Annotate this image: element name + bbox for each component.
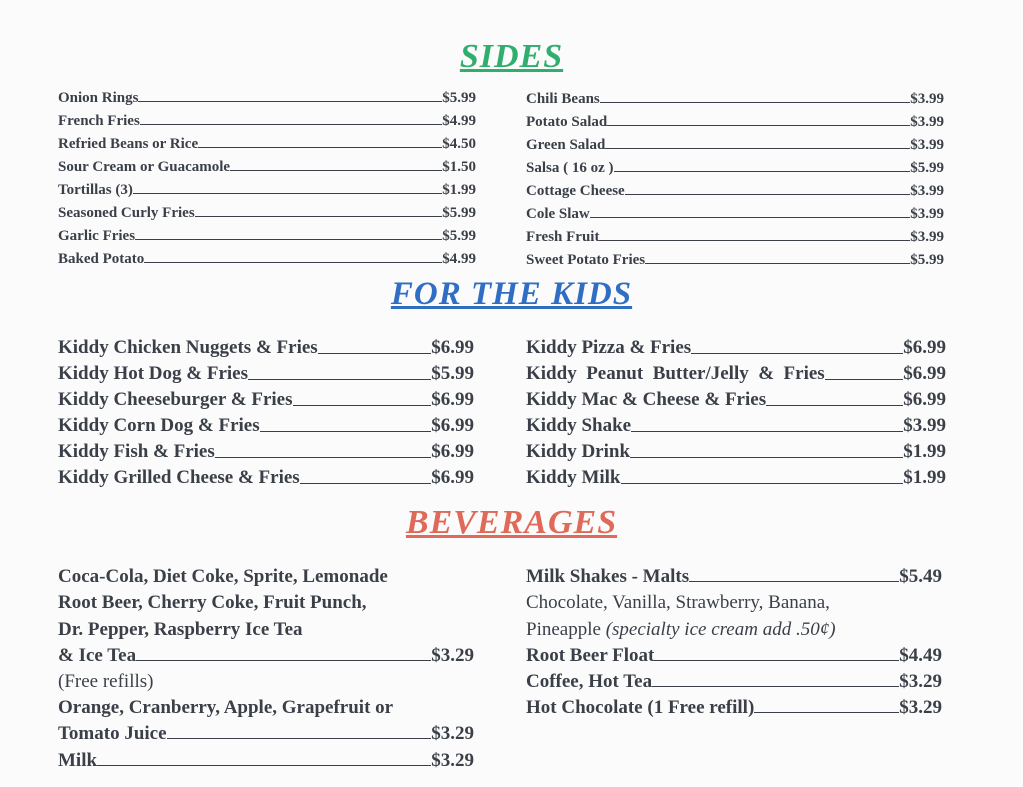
menu-item <box>58 130 476 153</box>
item-price: $1.99 <box>903 467 946 488</box>
menu-item <box>58 222 476 245</box>
item-price: $6.99 <box>431 441 474 462</box>
item-name: Chili Beans <box>526 91 600 107</box>
sides-heading: SIDES <box>459 38 564 75</box>
item-name: Hot Chocolate (1 Free refill) <box>526 697 755 719</box>
menu-item <box>526 693 942 719</box>
leader-line <box>605 148 910 149</box>
item-name: Seasoned Curly Fries <box>58 205 195 221</box>
item-price: $5.99 <box>442 205 476 221</box>
menu-item <box>58 153 476 176</box>
menu-item <box>526 85 944 108</box>
item-price: $1.50 <box>442 159 476 175</box>
leader-line <box>167 738 432 739</box>
sides-left-column <box>58 84 476 268</box>
kids-left-column <box>58 333 474 489</box>
item-price: $4.49 <box>899 644 942 666</box>
sides-right-column <box>526 85 944 269</box>
item-name: Tortillas (3) <box>58 182 133 198</box>
item-name: Onion Rings <box>58 90 139 106</box>
item-name: Kiddy Pizza & Fries <box>526 337 692 358</box>
item-name: Sweet Potato Fries <box>526 252 646 268</box>
leader-line <box>136 660 431 661</box>
leader-line <box>248 379 431 380</box>
item-price: $3.29 <box>431 723 474 745</box>
item-name: Kiddy Mac & Cheese & Fries <box>526 389 767 410</box>
leader-line <box>138 101 442 102</box>
leader-line <box>645 263 910 264</box>
leader-line <box>766 405 903 406</box>
item-name: Sour Cream or Guacamole <box>58 159 231 175</box>
item-price: $3.99 <box>910 206 944 222</box>
item-name: Coffee, Hot Tea <box>526 670 653 692</box>
menu-item <box>58 84 476 107</box>
item-price: $3.99 <box>910 183 944 199</box>
item-name: Baked Potato <box>58 251 145 267</box>
item-price: $5.99 <box>431 363 474 384</box>
menu-item <box>58 107 476 130</box>
beverage-text: Root Beer, Cherry Coke, Fruit Punch, <box>58 592 367 614</box>
item-price: $4.99 <box>442 251 476 267</box>
item-price: $6.99 <box>903 389 946 410</box>
leader-line <box>140 124 442 125</box>
item-price: $6.99 <box>431 467 474 488</box>
menu-item <box>58 385 474 411</box>
leader-line <box>630 457 903 458</box>
leader-line <box>230 170 442 171</box>
item-name: & Ice Tea <box>58 644 137 666</box>
item-price: $5.49 <box>899 566 942 588</box>
leader-line <box>689 581 899 582</box>
leader-line <box>260 431 432 432</box>
menu-item <box>58 245 476 268</box>
menu-item <box>526 131 944 154</box>
item-name: Root Beer Float <box>526 644 655 666</box>
beverages-right-column <box>526 562 942 719</box>
menu-item <box>526 200 944 223</box>
item-name: Kiddy Corn Dog & Fries <box>58 415 260 436</box>
item-price: $5.99 <box>910 252 944 268</box>
menu-item <box>58 641 474 667</box>
kids-right-column <box>526 333 946 489</box>
text-line <box>58 588 474 614</box>
leader-line <box>621 483 904 484</box>
item-name: Potato Salad <box>526 114 608 130</box>
item-price: $3.99 <box>910 229 944 245</box>
item-price: $6.99 <box>431 415 474 436</box>
item-name: Kiddy Hot Dog & Fries <box>58 363 248 384</box>
item-price: $3.99 <box>903 415 946 436</box>
item-name: Milk <box>58 749 98 771</box>
menu-item <box>526 411 946 437</box>
menu-item <box>58 463 474 489</box>
item-price: $4.50 <box>442 136 476 152</box>
item-name: Kiddy Milk <box>526 467 621 488</box>
menu-item <box>526 154 944 177</box>
leader-line <box>590 217 911 218</box>
item-name: Cottage Cheese <box>526 183 625 199</box>
menu-item <box>526 108 944 131</box>
shake-flavors: Pineapple <box>526 618 606 640</box>
menu-item <box>526 359 946 385</box>
item-price: $3.99 <box>910 91 944 107</box>
refills-note: (Free refills) <box>58 670 154 692</box>
item-name: Salsa ( 16 oz ) <box>526 160 614 176</box>
item-name: French Fries <box>58 113 140 129</box>
menu-item <box>58 359 474 385</box>
item-price: $4.99 <box>442 113 476 129</box>
item-name: Refried Beans or Rice <box>58 136 199 152</box>
item-price: $1.99 <box>442 182 476 198</box>
item-price: $6.99 <box>903 363 946 384</box>
item-price: $1.99 <box>903 441 946 462</box>
item-price: $5.99 <box>442 90 476 106</box>
item-name: Kiddy Grilled Cheese & Fries <box>58 467 300 488</box>
menu-item <box>526 246 944 269</box>
item-price: $3.29 <box>431 644 474 666</box>
item-price: $6.99 <box>903 337 946 358</box>
leader-line <box>654 660 899 661</box>
item-name: Milk Shakes - Malts <box>526 566 690 588</box>
beverage-text: Orange, Cranberry, Apple, Grapefruit or <box>58 697 394 719</box>
item-name: Tomato Juice <box>58 723 167 745</box>
specialty-note: (specialty ice cream add .50¢) <box>605 618 836 640</box>
item-price: $3.29 <box>899 670 942 692</box>
leader-line <box>318 353 432 354</box>
leader-line <box>652 686 899 687</box>
leader-line <box>300 483 432 484</box>
leader-line <box>135 239 442 240</box>
shake-flavors: Chocolate, Vanilla, Strawberry, Banana, <box>526 592 830 614</box>
menu-item <box>526 667 942 693</box>
item-price: $5.99 <box>910 160 944 176</box>
leader-line <box>144 262 442 263</box>
leader-line <box>825 379 904 380</box>
beverage-text: Coca-Cola, Diet Coke, Sprite, Lemonade <box>58 566 388 588</box>
item-name: Garlic Fries <box>58 228 136 244</box>
leader-line <box>607 125 910 126</box>
item-name: Kiddy Drink <box>526 441 631 462</box>
menu-item <box>526 463 946 489</box>
menu-item <box>58 719 474 745</box>
leader-line <box>754 712 899 713</box>
item-price: $5.99 <box>442 228 476 244</box>
leader-line <box>293 405 432 406</box>
beverages-heading: BEVERAGES <box>405 504 618 541</box>
leader-line <box>215 457 431 458</box>
item-price: $3.99 <box>910 114 944 130</box>
leader-line <box>97 765 431 766</box>
leader-line <box>195 216 443 217</box>
leader-line <box>133 193 442 194</box>
menu-item <box>58 745 474 771</box>
leader-line <box>600 102 910 103</box>
menu-item <box>526 385 946 411</box>
leader-line <box>631 431 903 432</box>
menu-item <box>58 411 474 437</box>
text-line <box>526 614 942 640</box>
menu-item <box>526 641 942 667</box>
item-name: Kiddy Cheeseburger & Fries <box>58 389 293 410</box>
text-line <box>58 693 474 719</box>
beverage-text: Dr. Pepper, Raspberry Ice Tea <box>58 618 303 640</box>
item-name: Kiddy Chicken Nuggets & Fries <box>58 337 318 358</box>
menu-item <box>526 437 946 463</box>
item-name: Green Salad <box>526 137 606 153</box>
kids-heading: FOR THE KIDS <box>390 276 633 312</box>
item-price: $3.29 <box>899 697 942 719</box>
item-price: $3.29 <box>431 749 474 771</box>
item-name: Kiddy Peanut Butter/Jelly & Fries <box>526 363 825 384</box>
item-name: Cole Slaw <box>526 206 590 222</box>
item-price: $3.99 <box>910 137 944 153</box>
text-line <box>526 588 942 614</box>
beverages-left-column <box>58 562 474 772</box>
menu-item <box>526 562 942 588</box>
item-name: Kiddy Shake <box>526 415 632 436</box>
menu-item <box>526 333 946 359</box>
leader-line <box>614 171 911 172</box>
item-name: Fresh Fruit <box>526 229 600 245</box>
item-price: $6.99 <box>431 389 474 410</box>
leader-line <box>198 147 442 148</box>
menu-item <box>58 333 474 359</box>
item-name: Kiddy Fish & Fries <box>58 441 215 462</box>
menu-item <box>58 199 476 222</box>
text-line <box>58 667 474 693</box>
menu-item <box>526 177 944 200</box>
text-line <box>58 562 474 588</box>
leader-line <box>625 194 911 195</box>
menu-item <box>58 176 476 199</box>
leader-line <box>691 353 903 354</box>
leader-line <box>599 240 910 241</box>
menu-item <box>526 223 944 246</box>
text-line <box>58 614 474 640</box>
menu-item <box>58 437 474 463</box>
item-price: $6.99 <box>431 337 474 358</box>
